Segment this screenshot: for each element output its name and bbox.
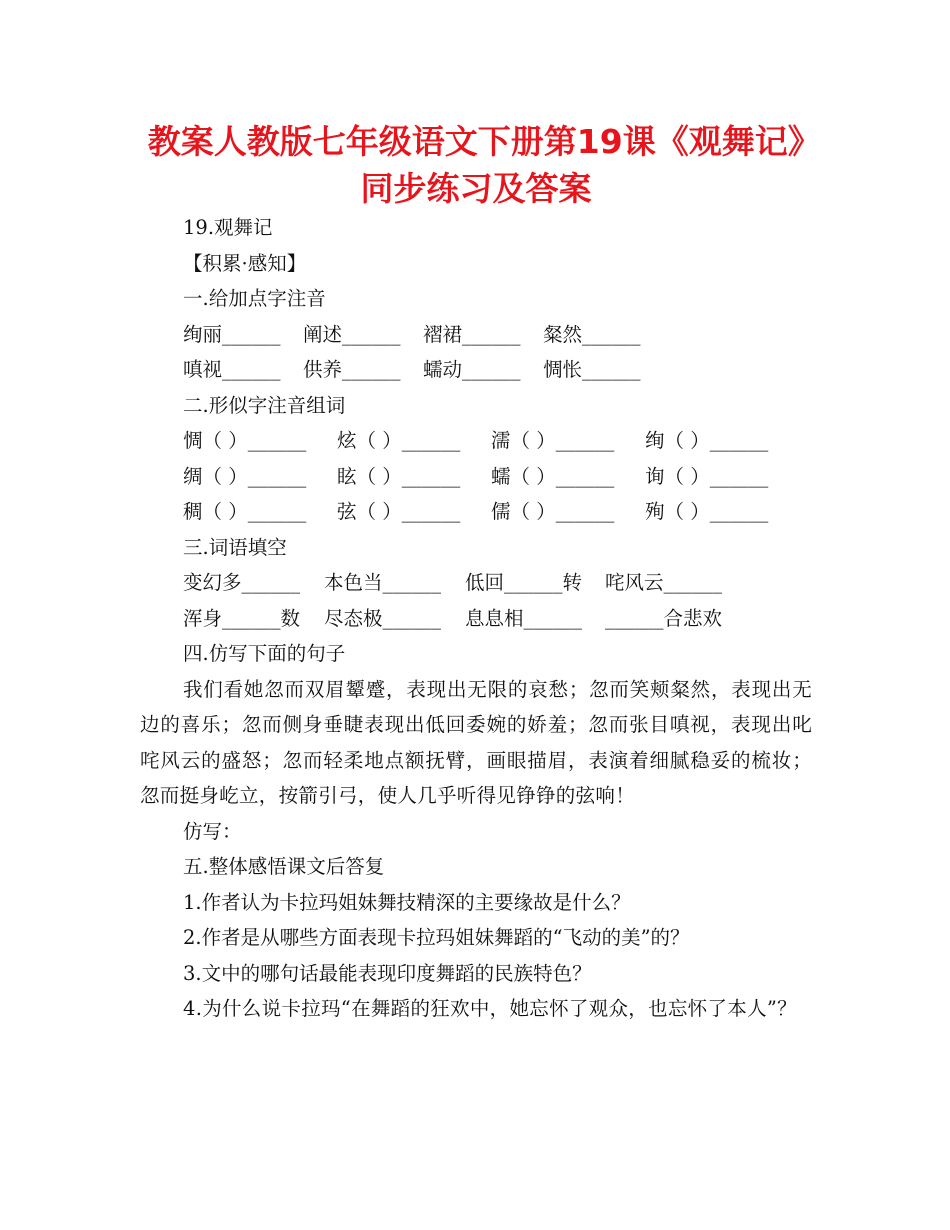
idiom-item: 浑身______数 [183, 606, 301, 630]
question-1-row [140, 317, 812, 353]
idiom-item: 咤风云______ [605, 571, 723, 594]
question-4-heading: 四.仿写下面的句子 [183, 642, 346, 665]
idiom-item: 变幻多______ [183, 571, 301, 594]
pinyin-item: 嗔视______ [183, 358, 281, 381]
pinyin-item: 粲然______ [543, 322, 641, 346]
imitate-label: 仿写： [183, 819, 242, 843]
question-5-heading: 五.整体感悟课文后答复 [183, 855, 385, 878]
question-3-row [140, 565, 812, 601]
similar-char-item: 绚（ ）______ [645, 429, 769, 452]
pinyin-item: 惆怅______ [543, 358, 641, 381]
similar-char-item: 惆（ ）______ [183, 429, 307, 452]
similar-char-item: 绸（ ）______ [183, 464, 307, 488]
document-title: 教案人教版七年级语文下册第19课《观舞记》同步练习及答案 [147, 122, 805, 208]
lesson-heading: 19.观舞记 [183, 216, 273, 239]
question-1-heading: 一.给加点字注音 [183, 287, 326, 310]
idiom-item: 本色当______ [324, 571, 442, 594]
pinyin-item: 绚丽______ [183, 322, 281, 346]
similar-char-item: 弦（ ）______ [337, 500, 461, 523]
similar-char-item: 殉（ ）______ [645, 500, 769, 523]
similar-char-item: 炫（ ）______ [337, 429, 461, 452]
pinyin-item: 阐述______ [303, 322, 401, 346]
document-body [140, 210, 812, 1027]
idiom-item: 尽态极______ [324, 606, 442, 630]
question-5-item: 2.作者是从哪些方面表现卡拉玛姐妹舞蹈的“飞动的美”的？ [183, 926, 690, 949]
question-3-heading: 三.词语填空 [183, 535, 287, 559]
idiom-item: 息息相______ [465, 606, 583, 630]
similar-char-item: 儒（ ）______ [491, 500, 615, 523]
pinyin-item: 褶裙______ [423, 322, 521, 346]
question-2-row [140, 494, 812, 530]
question-1-row [140, 352, 812, 388]
question-3-row [140, 601, 812, 637]
similar-char-item: 稠（ ）______ [183, 500, 307, 523]
question-2-heading: 二.形似字注音组词 [183, 393, 346, 417]
idiom-item: ______合悲欢 [605, 606, 723, 630]
similar-char-item: 濡（ ）______ [491, 429, 615, 452]
pinyin-item: 蠕动______ [423, 358, 521, 381]
section-label: 【积累·感知】 [183, 251, 307, 275]
similar-char-item: 蠕（ ）______ [491, 464, 615, 488]
question-5-item: 4.为什么说卡拉玛“在舞蹈的狂欢中，她忘怀了观众，也忘怀了本人”？ [183, 997, 797, 1020]
idiom-item: 低回______转 [465, 571, 583, 594]
similar-char-item: 询（ ）______ [645, 464, 769, 488]
similar-char-item: 眩（ ）______ [337, 464, 461, 488]
pinyin-item: 供养______ [303, 358, 401, 381]
question-5-item: 1.作者认为卡拉玛姐妹舞技精深的主要缘故是什么？ [183, 890, 631, 914]
imitation-source-paragraph: 我们看她忽而双眉颦蹙，表现出无限的哀愁；忽而笑颊粲然，表现出无边的喜乐；忽而侧身垂睫表现出低回委婉的娇羞；忽而张目嗔视，表现出叱咤风云的盛怒；忽而轻柔地点额抚臂，画眼描眉，表演着细腻稳妥的梳妆；忽而挺身屹立，按箭引弓，使人几乎听得见铮铮的弦响！ [140, 677, 812, 807]
question-2-row [140, 423, 812, 459]
question-5-item: 3.文中的哪句话最能表现印度舞蹈的民族特色？ [183, 961, 592, 985]
question-2-row [140, 459, 812, 495]
